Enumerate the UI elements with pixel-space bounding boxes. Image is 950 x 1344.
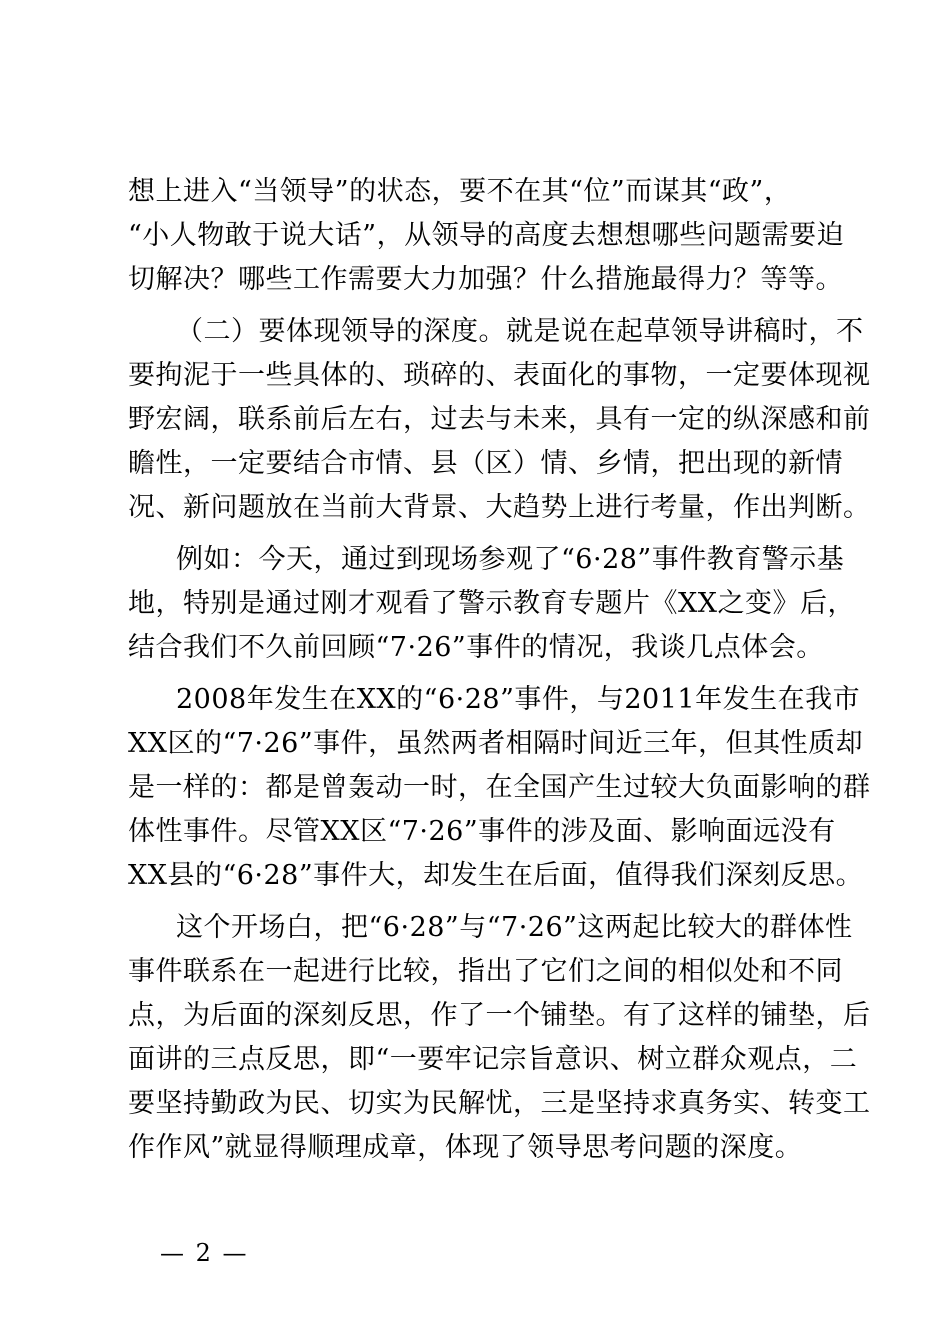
text-line: 切解决？哪些工作需要大力加强？什么措施最得力？等等。 [128, 264, 843, 295]
text-line: 要坚持勤政为民、切实为民解忧，三是坚持求真务实、转变工 [128, 1088, 871, 1119]
text-line: 瞻性，一定要结合市情、县（区）情、乡情，把出现的新情 [128, 448, 843, 479]
text-line: “小人物敢于说大话”，从领导的高度去想想哪些问题需要迫 [128, 220, 845, 251]
text-line: 想上进入“当领导”的状态，要不在其“位”而谋其“政”， [128, 176, 792, 207]
text-line: 面讲的三点反思，即“一要牢记宗旨意识、树立群众观点，二 [128, 1044, 858, 1075]
text-line: 点，为后面的深刻反思，作了一个铺垫。有了这样的铺垫，后 [128, 1000, 871, 1031]
page-number: — 2 — [160, 1239, 249, 1267]
paragraph-start-line: （二）要体现领导的深度。就是说在起草领导讲稿时，不 [176, 316, 864, 347]
text-line: XX区的“7·26”事件，虽然两者相隔时间近三年，但其性质却 [128, 728, 864, 759]
paragraph-start-line: 2008年发生在XX的“6·28”事件，与2011年发生在我市 [176, 684, 861, 715]
text-line: 要拘泥于一些具体的、琐碎的、表面化的事物，一定要体现视 [128, 360, 871, 391]
text-line: 是一样的：都是曾轰动一时，在全国产生过较大负面影响的群 [128, 772, 871, 803]
text-line: 地，特别是通过刚才观看了警示教育专题片《XX之变》后， [128, 588, 855, 619]
text-line: 体性事件。尽管XX区“7·26”事件的涉及面、影响面远没有 [128, 816, 836, 847]
text-line: 野宏阔，联系前后左右，过去与未来，具有一定的纵深感和前 [128, 404, 871, 435]
text-line: 事件联系在一起进行比较，指出了它们之间的相似处和不同 [128, 956, 843, 987]
paragraph-start-line: 例如：今天，通过到现场参观了“6·28”事件教育警示基 [176, 544, 845, 575]
text-line: 作作风”就显得顺理成章，体现了领导思考问题的深度。 [128, 1132, 803, 1163]
text-line: 结合我们不久前回顾“7·26”事件的情况，我谈几点体会。 [128, 632, 824, 663]
paragraph-start-line: 这个开场白，把“6·28”与“7·26”这两起比较大的群体性 [176, 912, 853, 943]
text-line: XX县的“6·28”事件大，却发生在后面，值得我们深刻反思。 [128, 860, 864, 891]
text-line: 况、新问题放在当前大背景、大趋势上进行考量，作出判断。 [128, 492, 871, 523]
